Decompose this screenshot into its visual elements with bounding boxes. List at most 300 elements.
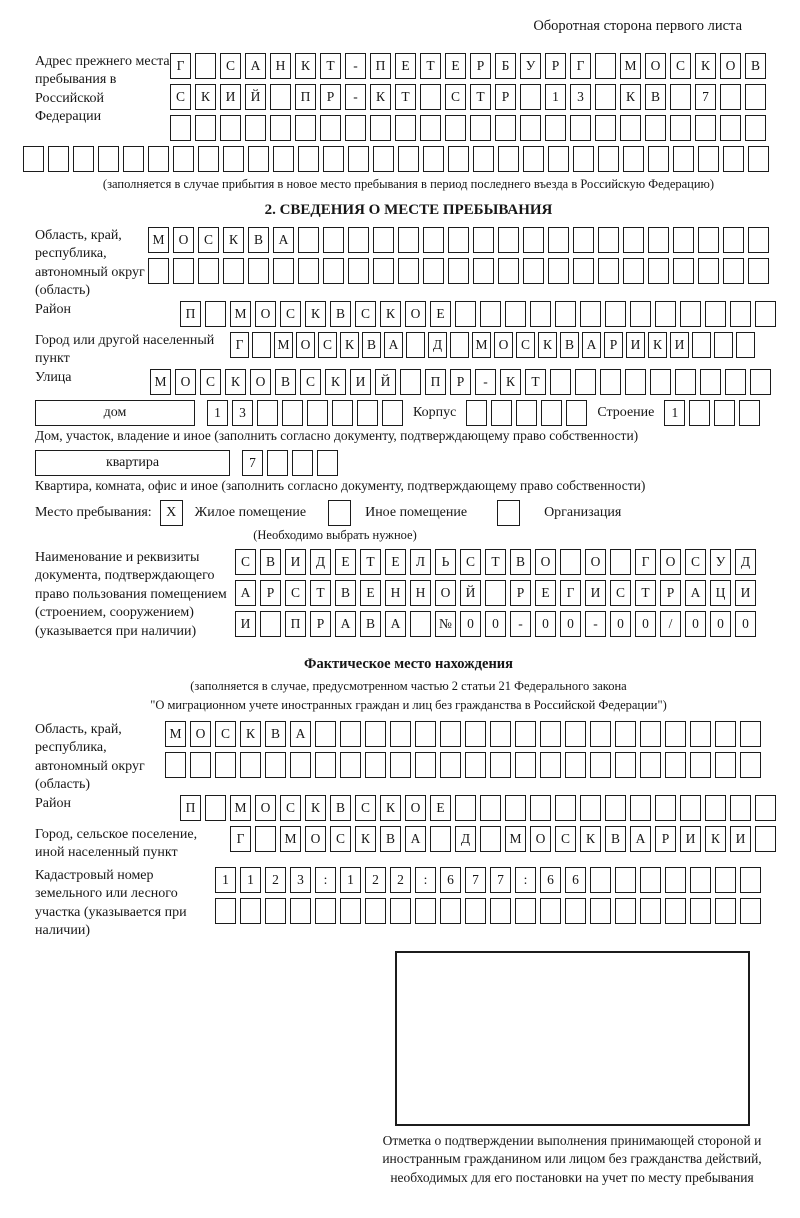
char-cell[interactable]: К bbox=[538, 332, 557, 358]
char-cell[interactable]: С bbox=[555, 826, 576, 852]
char-cell[interactable] bbox=[698, 146, 719, 172]
char-cell[interactable] bbox=[173, 146, 194, 172]
char-cell[interactable]: В bbox=[645, 84, 666, 110]
char-cell[interactable] bbox=[215, 752, 236, 778]
char-cell[interactable]: Т bbox=[310, 580, 331, 606]
char-cell[interactable] bbox=[655, 795, 676, 821]
char-cell[interactable] bbox=[240, 898, 261, 924]
char-cell[interactable]: С bbox=[610, 580, 631, 606]
char-cell[interactable] bbox=[690, 867, 711, 893]
char-cell[interactable] bbox=[317, 450, 338, 476]
char-cell[interactable]: 6 bbox=[540, 867, 561, 893]
char-cell[interactable] bbox=[540, 898, 561, 924]
char-cell[interactable] bbox=[298, 227, 319, 253]
char-cell[interactable] bbox=[541, 400, 562, 426]
char-cell[interactable] bbox=[540, 721, 561, 747]
char-cell[interactable] bbox=[430, 826, 451, 852]
char-cell[interactable] bbox=[665, 752, 686, 778]
char-cell[interactable]: Г bbox=[560, 580, 581, 606]
char-cell[interactable] bbox=[465, 752, 486, 778]
char-cell[interactable]: О bbox=[255, 301, 276, 327]
char-cell[interactable]: И bbox=[350, 369, 371, 395]
char-cell[interactable] bbox=[630, 301, 651, 327]
char-cell[interactable] bbox=[170, 115, 191, 141]
char-cell[interactable] bbox=[498, 258, 519, 284]
char-cell[interactable] bbox=[265, 752, 286, 778]
char-cell[interactable] bbox=[440, 721, 461, 747]
char-cell[interactable] bbox=[190, 752, 211, 778]
char-cell[interactable] bbox=[550, 369, 571, 395]
char-cell[interactable]: 1 bbox=[664, 400, 685, 426]
char-cell[interactable] bbox=[570, 115, 591, 141]
char-cell[interactable] bbox=[715, 721, 736, 747]
char-cell[interactable]: Е bbox=[535, 580, 556, 606]
char-cell[interactable]: К bbox=[305, 795, 326, 821]
char-cell[interactable] bbox=[448, 227, 469, 253]
char-cell[interactable]: А bbox=[582, 332, 601, 358]
char-cell[interactable] bbox=[348, 258, 369, 284]
char-cell[interactable]: М bbox=[150, 369, 171, 395]
char-cell[interactable]: И bbox=[626, 332, 645, 358]
char-cell[interactable]: Р bbox=[495, 84, 516, 110]
char-cell[interactable] bbox=[295, 115, 316, 141]
char-cell[interactable]: О bbox=[645, 53, 666, 79]
char-cell[interactable] bbox=[465, 898, 486, 924]
char-cell[interactable] bbox=[270, 84, 291, 110]
char-cell[interactable]: - bbox=[345, 84, 366, 110]
char-cell[interactable] bbox=[273, 258, 294, 284]
char-cell[interactable]: 1 bbox=[215, 867, 236, 893]
char-cell[interactable]: Т bbox=[395, 84, 416, 110]
char-cell[interactable]: А bbox=[385, 611, 406, 637]
char-cell[interactable]: 3 bbox=[570, 84, 591, 110]
char-cell[interactable] bbox=[673, 227, 694, 253]
stay-type-checkbox-residential[interactable]: X bbox=[160, 500, 183, 526]
char-cell[interactable] bbox=[290, 898, 311, 924]
char-cell[interactable] bbox=[223, 146, 244, 172]
char-cell[interactable] bbox=[580, 301, 601, 327]
char-cell[interactable] bbox=[423, 227, 444, 253]
char-cell[interactable] bbox=[590, 898, 611, 924]
char-cell[interactable] bbox=[640, 752, 661, 778]
char-cell[interactable] bbox=[680, 795, 701, 821]
char-cell[interactable] bbox=[245, 115, 266, 141]
char-cell[interactable] bbox=[282, 400, 303, 426]
char-cell[interactable] bbox=[623, 227, 644, 253]
char-cell[interactable] bbox=[698, 258, 719, 284]
char-cell[interactable]: С bbox=[355, 795, 376, 821]
char-cell[interactable] bbox=[725, 369, 746, 395]
char-cell[interactable]: Е bbox=[360, 580, 381, 606]
char-cell[interactable]: И bbox=[585, 580, 606, 606]
char-cell[interactable] bbox=[714, 332, 733, 358]
char-cell[interactable] bbox=[348, 146, 369, 172]
char-cell[interactable] bbox=[705, 301, 726, 327]
char-cell[interactable] bbox=[173, 258, 194, 284]
char-cell[interactable] bbox=[715, 752, 736, 778]
char-cell[interactable] bbox=[590, 867, 611, 893]
char-cell[interactable] bbox=[505, 795, 526, 821]
char-cell[interactable]: Р bbox=[510, 580, 531, 606]
char-cell[interactable] bbox=[595, 53, 616, 79]
char-cell[interactable] bbox=[575, 369, 596, 395]
char-cell[interactable]: А bbox=[630, 826, 651, 852]
char-cell[interactable]: К bbox=[580, 826, 601, 852]
char-cell[interactable]: П bbox=[180, 795, 201, 821]
char-cell[interactable]: Д bbox=[310, 549, 331, 575]
char-cell[interactable]: Е bbox=[445, 53, 466, 79]
char-cell[interactable]: : bbox=[315, 867, 336, 893]
char-cell[interactable] bbox=[640, 867, 661, 893]
char-cell[interactable] bbox=[648, 227, 669, 253]
char-cell[interactable] bbox=[598, 146, 619, 172]
char-cell[interactable] bbox=[223, 258, 244, 284]
char-cell[interactable] bbox=[465, 721, 486, 747]
char-cell[interactable] bbox=[485, 580, 506, 606]
char-cell[interactable]: 2 bbox=[265, 867, 286, 893]
char-cell[interactable]: П bbox=[285, 611, 306, 637]
char-cell[interactable] bbox=[348, 227, 369, 253]
char-cell[interactable]: М bbox=[230, 301, 251, 327]
char-cell[interactable] bbox=[630, 795, 651, 821]
char-cell[interactable]: Л bbox=[410, 549, 431, 575]
char-cell[interactable] bbox=[555, 795, 576, 821]
char-cell[interactable] bbox=[745, 115, 766, 141]
char-cell[interactable]: - bbox=[475, 369, 496, 395]
char-cell[interactable] bbox=[473, 146, 494, 172]
char-cell[interactable]: К bbox=[380, 795, 401, 821]
char-cell[interactable] bbox=[530, 301, 551, 327]
char-cell[interactable]: 3 bbox=[232, 400, 253, 426]
char-cell[interactable]: К bbox=[225, 369, 246, 395]
char-cell[interactable] bbox=[730, 795, 751, 821]
char-cell[interactable]: Д bbox=[455, 826, 476, 852]
char-cell[interactable]: / bbox=[660, 611, 681, 637]
char-cell[interactable] bbox=[290, 752, 311, 778]
char-cell[interactable] bbox=[648, 258, 669, 284]
char-cell[interactable] bbox=[320, 115, 341, 141]
char-cell[interactable]: Д bbox=[428, 332, 447, 358]
char-cell[interactable]: В bbox=[265, 721, 286, 747]
char-cell[interactable] bbox=[440, 752, 461, 778]
char-cell[interactable] bbox=[739, 400, 760, 426]
char-cell[interactable] bbox=[448, 258, 469, 284]
char-cell[interactable]: В bbox=[605, 826, 626, 852]
char-cell[interactable] bbox=[270, 115, 291, 141]
char-cell[interactable]: К bbox=[295, 53, 316, 79]
char-cell[interactable] bbox=[123, 146, 144, 172]
char-cell[interactable]: О bbox=[173, 227, 194, 253]
char-cell[interactable]: К bbox=[195, 84, 216, 110]
char-cell[interactable]: М bbox=[472, 332, 491, 358]
char-cell[interactable]: В bbox=[330, 795, 351, 821]
char-cell[interactable] bbox=[625, 369, 646, 395]
char-cell[interactable] bbox=[670, 115, 691, 141]
char-cell[interactable] bbox=[423, 258, 444, 284]
char-cell[interactable] bbox=[720, 84, 741, 110]
char-cell[interactable]: 6 bbox=[565, 867, 586, 893]
char-cell[interactable]: С bbox=[285, 580, 306, 606]
char-cell[interactable] bbox=[315, 721, 336, 747]
char-cell[interactable] bbox=[198, 258, 219, 284]
char-cell[interactable] bbox=[748, 258, 769, 284]
char-cell[interactable]: Д bbox=[735, 549, 756, 575]
char-cell[interactable] bbox=[491, 400, 512, 426]
char-cell[interactable]: К bbox=[620, 84, 641, 110]
char-cell[interactable] bbox=[648, 146, 669, 172]
char-cell[interactable]: О bbox=[660, 549, 681, 575]
char-cell[interactable]: 1 bbox=[207, 400, 228, 426]
char-cell[interactable] bbox=[523, 227, 544, 253]
char-cell[interactable]: 1 bbox=[240, 867, 261, 893]
char-cell[interactable] bbox=[548, 146, 569, 172]
char-cell[interactable]: М bbox=[165, 721, 186, 747]
char-cell[interactable]: О bbox=[405, 301, 426, 327]
char-cell[interactable] bbox=[640, 721, 661, 747]
char-cell[interactable] bbox=[48, 146, 69, 172]
char-cell[interactable] bbox=[148, 146, 169, 172]
char-cell[interactable] bbox=[420, 84, 441, 110]
char-cell[interactable] bbox=[690, 898, 711, 924]
char-cell[interactable]: Е bbox=[335, 549, 356, 575]
char-cell[interactable] bbox=[480, 826, 501, 852]
char-cell[interactable] bbox=[440, 898, 461, 924]
char-cell[interactable] bbox=[580, 795, 601, 821]
char-cell[interactable]: 7 bbox=[465, 867, 486, 893]
char-cell[interactable]: В bbox=[330, 301, 351, 327]
char-cell[interactable]: С bbox=[198, 227, 219, 253]
char-cell[interactable] bbox=[723, 146, 744, 172]
char-cell[interactable]: С bbox=[330, 826, 351, 852]
char-cell[interactable]: О bbox=[494, 332, 513, 358]
char-cell[interactable] bbox=[615, 867, 636, 893]
char-cell[interactable]: А bbox=[235, 580, 256, 606]
char-cell[interactable]: Р bbox=[320, 84, 341, 110]
char-cell[interactable] bbox=[690, 721, 711, 747]
char-cell[interactable] bbox=[530, 795, 551, 821]
char-cell[interactable]: В bbox=[248, 227, 269, 253]
char-cell[interactable]: Г bbox=[230, 826, 251, 852]
char-cell[interactable] bbox=[605, 795, 626, 821]
char-cell[interactable]: Е bbox=[395, 53, 416, 79]
char-cell[interactable]: Ц bbox=[710, 580, 731, 606]
char-cell[interactable] bbox=[598, 227, 619, 253]
char-cell[interactable] bbox=[307, 400, 328, 426]
char-cell[interactable] bbox=[573, 227, 594, 253]
char-cell[interactable] bbox=[573, 258, 594, 284]
char-cell[interactable]: 6 bbox=[440, 867, 461, 893]
char-cell[interactable]: 2 bbox=[365, 867, 386, 893]
char-cell[interactable]: И bbox=[220, 84, 241, 110]
char-cell[interactable] bbox=[23, 146, 44, 172]
char-cell[interactable]: А bbox=[273, 227, 294, 253]
char-cell[interactable]: : bbox=[415, 867, 436, 893]
char-cell[interactable] bbox=[723, 258, 744, 284]
char-cell[interactable] bbox=[748, 227, 769, 253]
char-cell[interactable] bbox=[480, 301, 501, 327]
char-cell[interactable] bbox=[73, 146, 94, 172]
char-cell[interactable]: Р bbox=[470, 53, 491, 79]
char-cell[interactable]: 1 bbox=[340, 867, 361, 893]
char-cell[interactable]: И bbox=[235, 611, 256, 637]
char-cell[interactable]: С bbox=[300, 369, 321, 395]
char-cell[interactable]: С bbox=[355, 301, 376, 327]
char-cell[interactable] bbox=[615, 721, 636, 747]
char-cell[interactable] bbox=[665, 721, 686, 747]
char-cell[interactable] bbox=[615, 752, 636, 778]
char-cell[interactable] bbox=[740, 867, 761, 893]
char-cell[interactable]: Ь bbox=[435, 549, 456, 575]
char-cell[interactable] bbox=[455, 301, 476, 327]
char-cell[interactable]: У bbox=[710, 549, 731, 575]
char-cell[interactable] bbox=[205, 795, 226, 821]
char-cell[interactable] bbox=[655, 301, 676, 327]
char-cell[interactable] bbox=[332, 400, 353, 426]
char-cell[interactable] bbox=[255, 826, 276, 852]
char-cell[interactable] bbox=[248, 258, 269, 284]
char-cell[interactable] bbox=[516, 400, 537, 426]
char-cell[interactable]: Г bbox=[570, 53, 591, 79]
char-cell[interactable] bbox=[323, 146, 344, 172]
char-cell[interactable] bbox=[590, 721, 611, 747]
char-cell[interactable] bbox=[692, 332, 711, 358]
char-cell[interactable]: - bbox=[510, 611, 531, 637]
char-cell[interactable] bbox=[515, 752, 536, 778]
char-cell[interactable]: К bbox=[695, 53, 716, 79]
char-cell[interactable]: Й bbox=[460, 580, 481, 606]
char-cell[interactable] bbox=[750, 369, 771, 395]
char-cell[interactable]: В bbox=[335, 580, 356, 606]
char-cell[interactable] bbox=[265, 898, 286, 924]
char-cell[interactable]: В bbox=[380, 826, 401, 852]
char-cell[interactable]: 0 bbox=[460, 611, 481, 637]
char-cell[interactable]: В bbox=[360, 611, 381, 637]
char-cell[interactable]: 0 bbox=[685, 611, 706, 637]
char-cell[interactable]: Е bbox=[385, 549, 406, 575]
char-cell[interactable] bbox=[340, 721, 361, 747]
char-cell[interactable] bbox=[473, 227, 494, 253]
char-cell[interactable] bbox=[480, 795, 501, 821]
char-cell[interactable]: К bbox=[380, 301, 401, 327]
char-cell[interactable] bbox=[198, 146, 219, 172]
char-cell[interactable] bbox=[448, 146, 469, 172]
char-cell[interactable]: К bbox=[240, 721, 261, 747]
char-cell[interactable] bbox=[565, 721, 586, 747]
char-cell[interactable] bbox=[240, 752, 261, 778]
char-cell[interactable]: Т bbox=[420, 53, 441, 79]
char-cell[interactable]: К bbox=[500, 369, 521, 395]
char-cell[interactable] bbox=[357, 400, 378, 426]
char-cell[interactable]: А bbox=[405, 826, 426, 852]
char-cell[interactable]: А bbox=[685, 580, 706, 606]
char-cell[interactable] bbox=[215, 898, 236, 924]
char-cell[interactable] bbox=[445, 115, 466, 141]
char-cell[interactable] bbox=[373, 146, 394, 172]
char-cell[interactable]: О bbox=[175, 369, 196, 395]
char-cell[interactable]: Т bbox=[485, 549, 506, 575]
char-cell[interactable] bbox=[345, 115, 366, 141]
char-cell[interactable]: В bbox=[560, 332, 579, 358]
char-cell[interactable] bbox=[340, 898, 361, 924]
char-cell[interactable] bbox=[498, 146, 519, 172]
char-cell[interactable]: К bbox=[355, 826, 376, 852]
char-cell[interactable]: М bbox=[620, 53, 641, 79]
char-cell[interactable] bbox=[755, 826, 776, 852]
char-cell[interactable]: О bbox=[405, 795, 426, 821]
char-cell[interactable] bbox=[723, 227, 744, 253]
char-cell[interactable] bbox=[689, 400, 710, 426]
char-cell[interactable] bbox=[623, 258, 644, 284]
char-cell[interactable] bbox=[390, 752, 411, 778]
char-cell[interactable]: Р bbox=[604, 332, 623, 358]
char-cell[interactable]: А bbox=[384, 332, 403, 358]
char-cell[interactable] bbox=[565, 752, 586, 778]
char-cell[interactable]: 0 bbox=[710, 611, 731, 637]
char-cell[interactable] bbox=[560, 549, 581, 575]
char-cell[interactable] bbox=[595, 84, 616, 110]
char-cell[interactable] bbox=[650, 369, 671, 395]
char-cell[interactable]: С bbox=[280, 795, 301, 821]
char-cell[interactable] bbox=[555, 301, 576, 327]
char-cell[interactable] bbox=[406, 332, 425, 358]
char-cell[interactable]: С bbox=[685, 549, 706, 575]
char-cell[interactable]: О bbox=[296, 332, 315, 358]
char-cell[interactable]: Г bbox=[230, 332, 249, 358]
char-cell[interactable] bbox=[490, 898, 511, 924]
char-cell[interactable] bbox=[415, 752, 436, 778]
char-cell[interactable]: Е bbox=[430, 795, 451, 821]
char-cell[interactable] bbox=[565, 898, 586, 924]
char-cell[interactable]: Р bbox=[545, 53, 566, 79]
char-cell[interactable] bbox=[595, 115, 616, 141]
char-cell[interactable] bbox=[323, 258, 344, 284]
char-cell[interactable]: У bbox=[520, 53, 541, 79]
char-cell[interactable]: Н bbox=[410, 580, 431, 606]
char-cell[interactable] bbox=[323, 227, 344, 253]
char-cell[interactable] bbox=[398, 146, 419, 172]
char-cell[interactable] bbox=[620, 115, 641, 141]
char-cell[interactable]: 7 bbox=[490, 867, 511, 893]
char-cell[interactable] bbox=[740, 752, 761, 778]
char-cell[interactable]: К bbox=[305, 301, 326, 327]
char-cell[interactable]: 0 bbox=[635, 611, 656, 637]
char-cell[interactable] bbox=[400, 369, 421, 395]
char-cell[interactable] bbox=[298, 258, 319, 284]
char-cell[interactable]: О bbox=[530, 826, 551, 852]
char-cell[interactable] bbox=[566, 400, 587, 426]
char-cell[interactable] bbox=[665, 867, 686, 893]
char-cell[interactable]: В bbox=[510, 549, 531, 575]
char-cell[interactable]: О bbox=[720, 53, 741, 79]
stay-type-checkbox-other[interactable] bbox=[328, 500, 351, 526]
char-cell[interactable] bbox=[490, 721, 511, 747]
char-cell[interactable]: А bbox=[290, 721, 311, 747]
char-cell[interactable] bbox=[515, 721, 536, 747]
char-cell[interactable]: Т bbox=[360, 549, 381, 575]
char-cell[interactable] bbox=[315, 898, 336, 924]
char-cell[interactable]: П bbox=[425, 369, 446, 395]
char-cell[interactable] bbox=[165, 752, 186, 778]
char-cell[interactable] bbox=[195, 115, 216, 141]
char-cell[interactable] bbox=[675, 369, 696, 395]
char-cell[interactable] bbox=[365, 898, 386, 924]
char-cell[interactable]: Н bbox=[385, 580, 406, 606]
char-cell[interactable]: Е bbox=[430, 301, 451, 327]
char-cell[interactable]: 0 bbox=[485, 611, 506, 637]
char-cell[interactable]: С bbox=[235, 549, 256, 575]
char-cell[interactable]: С bbox=[318, 332, 337, 358]
char-cell[interactable] bbox=[545, 115, 566, 141]
